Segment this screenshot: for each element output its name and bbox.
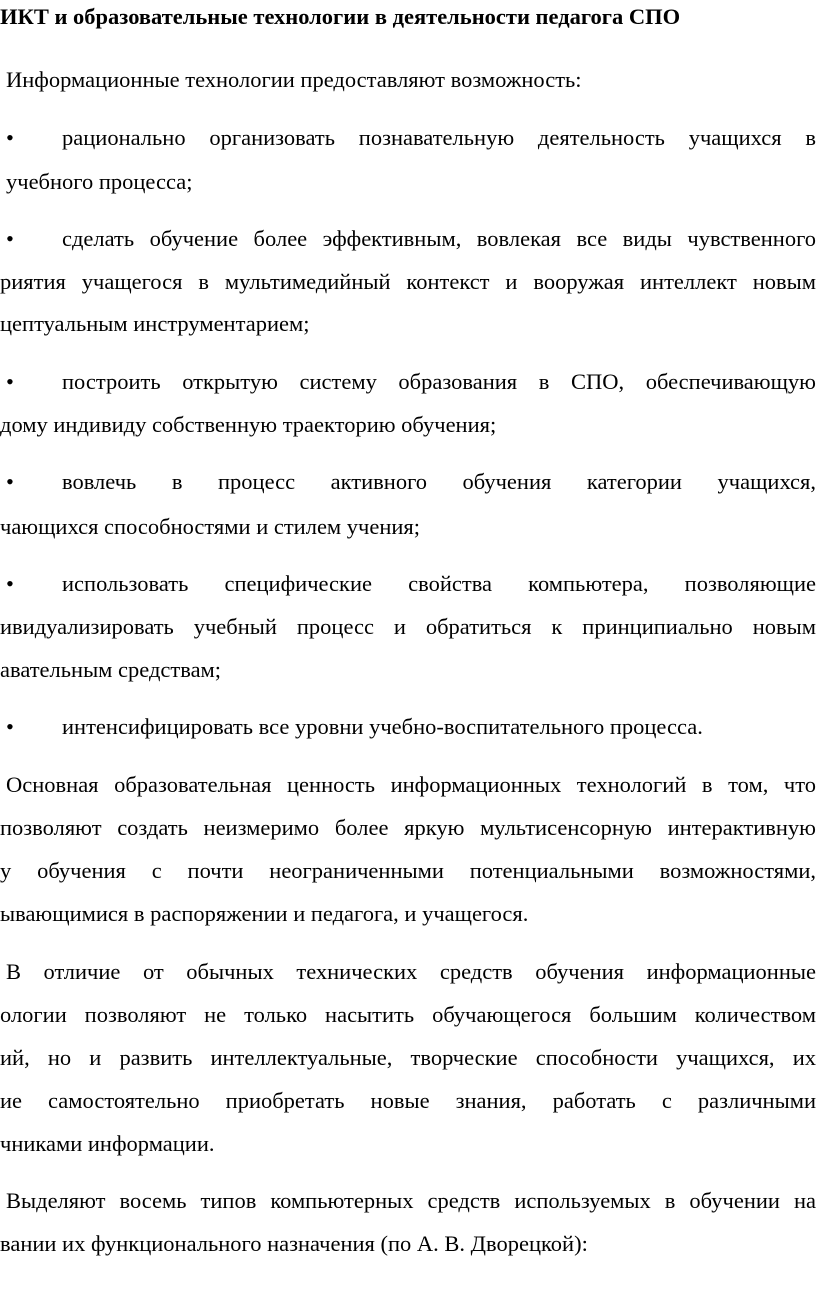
paragraph-1-line-2: позволяют создать неизмеримо более яркую мультисенсорную интерактивную <box>0 815 816 840</box>
bullet-5-line-1: использовать специфические свойства компьютера, позволяющие <box>62 571 816 596</box>
paragraph-2-line-2: ологии позволяют не только насытить обучающегося большим количеством <box>0 1002 816 1027</box>
bullet-1-line-1: рационально организовать познавательную деятельность учащихся в <box>62 125 816 150</box>
bullet-5-line-2: ивидуализировать учебный процесс и обратиться к принципиально новым <box>0 614 816 639</box>
bullet-marker: • <box>6 469 14 494</box>
bullet-1-line-2: учебного процесса; <box>6 169 193 194</box>
bullet-6-line-1: интенсифицировать все уровни учебно-воспитательного процесса. <box>62 714 703 739</box>
bullet-marker: • <box>6 226 14 251</box>
bullet-3-line-1: построить открытую систему образования в СПО, обеспечивающую <box>62 369 816 394</box>
bullet-marker: • <box>6 369 14 394</box>
paragraph-2-line-3: ий, но и развить интеллектуальные, творческие способности учащихся, их <box>0 1045 816 1070</box>
paragraph-1-line-3: у обучения с почти неограниченными потенциальными возможностями, <box>0 858 816 883</box>
bullet-marker: • <box>6 125 14 150</box>
paragraph-3-line-1: Выделяют восемь типов компьютерных средств используемых в обучении на <box>6 1188 816 1213</box>
paragraph-2-line-4: ие самостоятельно приобретать новые знания, работать с различными <box>0 1088 816 1113</box>
paragraph-1-line-4: ывающимися в распоряжении и педагога, и учащегося. <box>0 901 529 926</box>
bullet-2-line-3: цептуальным инструментарием; <box>0 311 310 336</box>
bullet-3-line-2: дому индивиду собственную траекторию обучения; <box>0 412 497 437</box>
intro-text: Информационные технологии предоставляют возможность: <box>6 67 582 92</box>
paragraph-2-line-1: В отличие от обычных технических средств обучения информационные <box>6 959 816 984</box>
bullet-4-line-2: чающихся способностями и стилем учения; <box>0 514 421 539</box>
bullet-4-line-1: вовлечь в процесс активного обучения категории учащихся, <box>62 469 816 494</box>
paragraph-1-line-1: Основная образовательная ценность информационных технологий в том, что <box>6 772 816 797</box>
bullet-2-line-2: риятия учащегося в мультимедийный контекст и вооружая интеллект новым <box>0 269 816 294</box>
paragraph-3-line-2: вании их функционального назначения (по А. В. Дворецкой): <box>0 1231 588 1256</box>
bullet-marker: • <box>6 571 14 596</box>
paragraph-2-line-5: чниками информации. <box>0 1131 215 1156</box>
bullet-5-line-3: авательным средствам; <box>0 657 222 682</box>
page-title: ИКТ и образовательные технологии в деятельности педагога СПО <box>0 4 681 29</box>
bullet-2-line-1: сделать обучение более эффективным, вовлекая все виды чувственного <box>62 226 816 251</box>
bullet-marker: • <box>6 714 14 739</box>
